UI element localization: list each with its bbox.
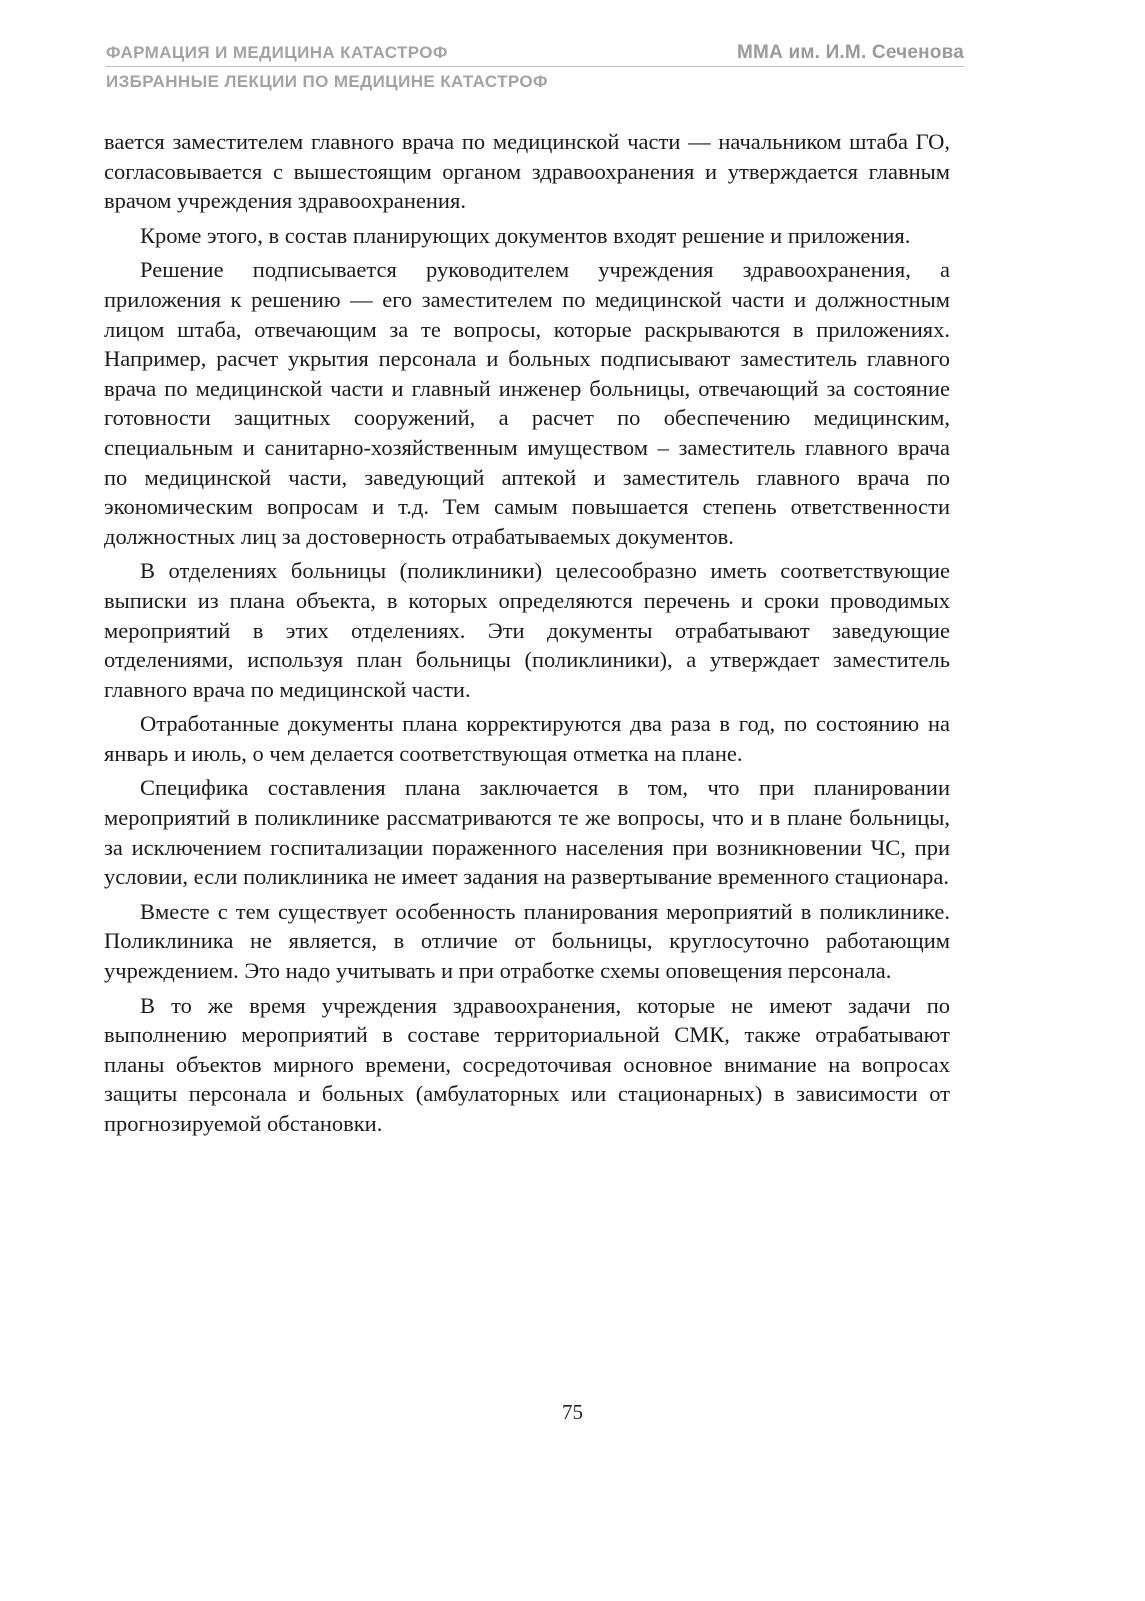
book-title: ФАРМАЦИЯ И МЕДИЦИНА КАТАСТРОФ [106,43,448,62]
institution-name: ММА им. И.М. Сеченова [737,42,964,63]
paragraph: Отработанные документы плана корректируются два раза в год, по состоянию на январь и июль, о чем делается соответствующая отметка на плане. [104,711,950,766]
paragraph: Решение подписывается руководителем учреждения здравоохранения, а приложения к решению — его заместителем по медицинской части и должностным лицом штаба, отвечающим за те вопросы, которые раскрываются в приложениях. Например, расчет укрытия персонала и больных подписывают заместитель главного врача по медицинской части и главный инженер больницы, отвечающий за состояние готовности защитных сооружений, а расчет по обеспечению медицинским, специальным и санитарно-хозяйственным имуществом – заместитель главного врача по медицинской части, заведующий аптекой и заместитель главного врача по экономическим вопросам и т.д. Тем самым повышается степень ответственности должностных лиц за достоверность отрабатываемых документов. [104,257,950,549]
running-header-row [106,42,964,67]
page-number: 75 [562,1400,583,1424]
paragraph: В отделениях больницы (поликлиники) целесообразно иметь соответствующие выписки из плана объекта, в которых определяются перечень и сроки проводимых мероприятий в этих отделениях. Эти документы отрабатывают заведующие отделениями, используя план больницы (поликлиники), а утверждает заместитель главного врача по медицинской части. [104,558,950,702]
paragraph: вается заместителем главного врача по медицинской части — начальником штаба ГО, согласовывается с вышестоящим органом здравоохранения и утверждается главным врачом учреждения здравоохранения. [104,129,950,214]
body-text [104,127,950,1144]
paragraph: Специфика составления плана заключается в том, что при планировании мероприятий в поликлинике рассматриваются те же вопросы, что и в плане больницы, за исключением госпитализации пораженного населения при возникновении ЧС, при условии, если поликлиника не имеет задания на развертывание временного стационара. [104,775,950,890]
paragraph: Кроме этого, в состав планирующих документов входят решение и приложения. [140,222,911,248]
paragraph: В то же время учреждения здравоохранения, которые не имеют задачи по выполнению мероприятий в составе территориальной СМК, также отрабатывают планы объектов мирного времени, сосредоточивая основное внимание на вопросах защиты персонала и больных (амбулаторных или стационарных) в зависимости от прогнозируемой обстановки. [104,992,950,1136]
book-subtitle: ИЗБРАННЫЕ ЛЕКЦИИ ПО МЕДИЦИНЕ КАТАСТРОФ [106,72,548,91]
running-header [106,42,964,93]
paragraph: Вместе с тем существует особенность планирования мероприятий в поликлинике. Поликлиника не является, в отличие от больницы, круглосуточно работающим учреждением. Это надо учитывать и при отработке схемы оповещения персонала. [104,898,950,984]
